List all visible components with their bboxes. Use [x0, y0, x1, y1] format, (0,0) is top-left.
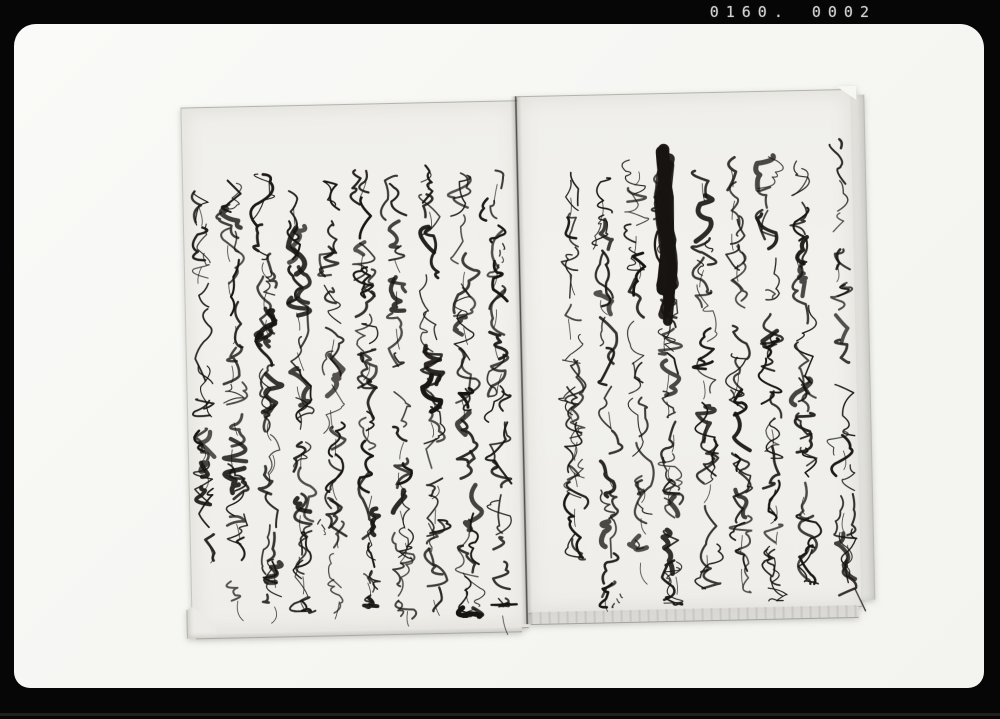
film-edge-line [0, 713, 1000, 716]
frame-counter-frame-number: 0002 [811, 3, 876, 21]
page-left-verso [180, 100, 528, 635]
frame-counter-reel-number: 0160. [709, 3, 790, 21]
book-spread [180, 89, 881, 634]
frame-counter [710, 2, 876, 22]
mount-sheet [14, 24, 984, 688]
page-right-recto [517, 89, 862, 614]
